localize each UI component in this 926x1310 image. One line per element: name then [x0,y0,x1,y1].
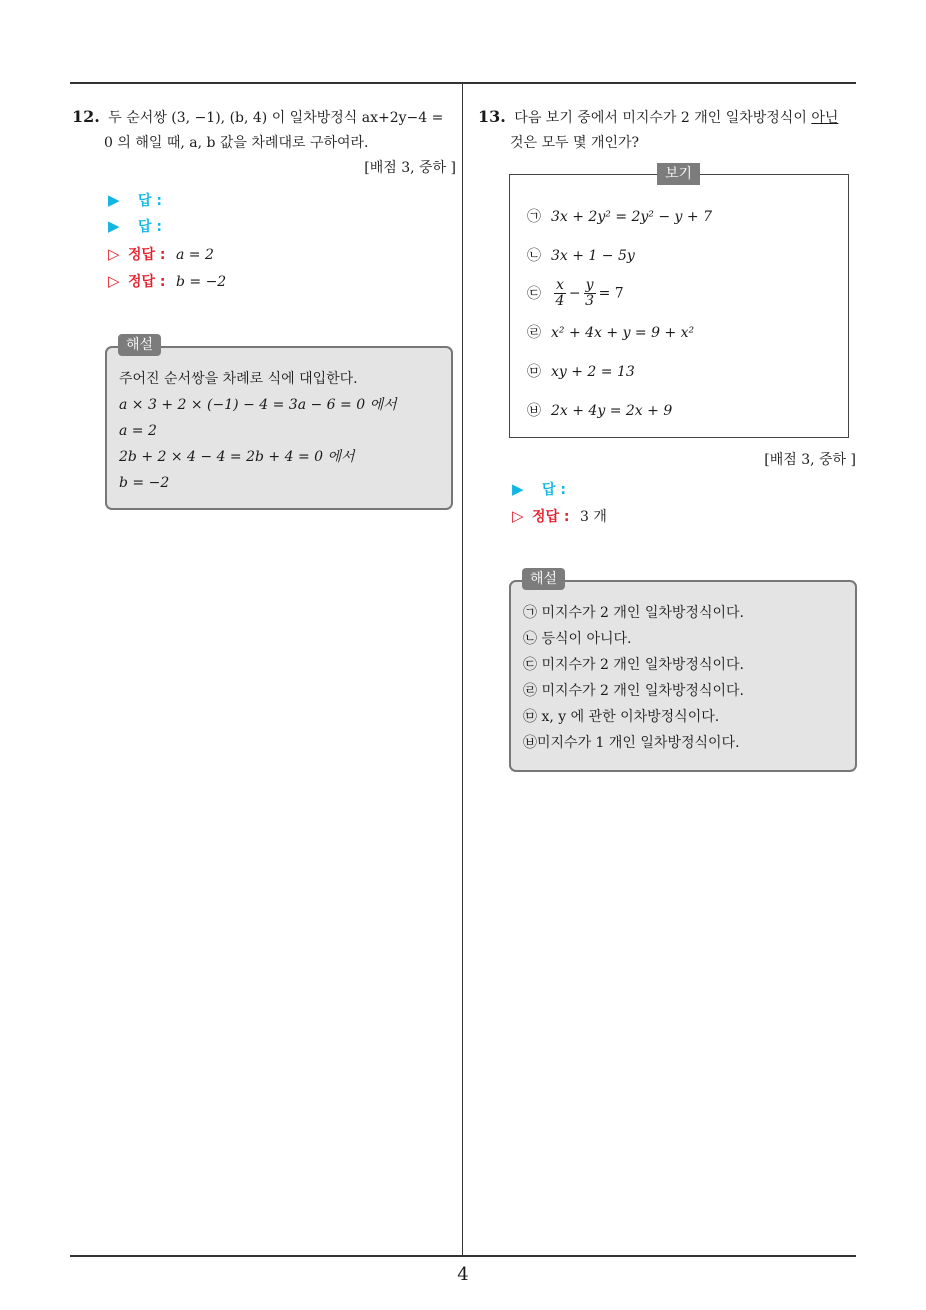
play-triangle-icon: ▶ [108,191,120,209]
explain-line: ㉥미지수가 1 개인 일차방정식이다. [523,735,740,751]
q13-explanation-box [509,580,857,772]
bottom-rule [70,1255,856,1257]
underline-not: 아닌 [811,110,839,126]
q12-score: [배점 3, 중하 ] [364,160,456,176]
circled-rieul-icon: ㉣ [527,325,541,341]
top-rule [70,82,856,84]
example-item-6: ㉥ 2x + 4y = 2x + 9 [527,400,672,422]
correct-label: 정답 : [128,247,166,263]
q13-text-line2: 것은 모두 몇 개인가? [510,135,640,151]
q12-explanation-tag: 해설 [118,334,161,356]
circled-digeut-icon: ㉢ [527,285,541,302]
correct-label: 정답 : [128,274,166,290]
answer-label: 답 : [542,482,566,498]
q12-answer-row-1[interactable] [108,190,162,211]
q13-text-line1: 13. 다음 보기 중에서 미지수가 2 개인 일차방정식이 아닌 [478,107,839,126]
circled-mieum-icon: ㉤ [527,364,541,380]
example-item-5: ㉤ xy + 2 = 13 [527,361,635,383]
question-13 [478,104,858,156]
explain-line: ㉡ 등식이 아니다. [523,631,632,647]
q13-example-tag: 보기 [657,163,700,185]
circled-bieup-icon: ㉥ [527,403,541,419]
correct-label: 정답 : [532,509,570,525]
q13-correct-row [512,506,607,527]
fraction-y-over-3: $\frac{y}{3}$ [585,277,595,309]
correct-value: 3 개 [579,509,607,525]
outline-triangle-icon: ▷ [108,272,120,290]
column-divider [462,84,463,1256]
q12-answer-row-2[interactable] [108,216,162,237]
fraction-x-over-4: $\frac{x}{4}$ [555,277,565,309]
outline-triangle-icon: ▷ [108,245,120,263]
q13-number: 13. [478,107,506,126]
explain-line: 주어진 순서쌍을 차례로 식에 대입한다. [119,371,358,387]
explain-line: b = −2 [119,475,170,491]
explain-line: ㉣ 미지수가 2 개인 일차방정식이다. [523,683,744,699]
correct-value: a = 2 [175,247,214,263]
explain-line: ㉢ 미지수가 2 개인 일차방정식이다. [523,657,744,673]
q13-score: [배점 3, 중하 ] [764,452,856,468]
correct-value: b = −2 [175,274,227,290]
example-item-2: ㉡ 3x + 1 − 5y [527,245,635,267]
q12-text-line2: 0 의 해일 때, a, b 값을 차례대로 구하여라. [104,135,369,151]
q12-correct-row-2 [108,271,226,292]
play-triangle-icon: ▶ [108,217,120,235]
explain-line: a = 2 [119,423,157,439]
q12-correct-row-1 [108,244,214,265]
q13-answer-row[interactable] [512,479,566,500]
answer-label: 답 : [138,193,162,209]
outline-triangle-icon: ▷ [512,507,524,525]
example-item-3: ㉢ $\frac{x}{4}$ − $\frac{y}{3}$ = 7 [527,277,624,309]
explain-line: a × 3 + 2 × (−1) − 4 = 3a − 6 = 0 에서 [119,397,397,413]
explain-line: ㉤ x, y 에 관한 이차방정식이다. [523,709,720,725]
q12-number: 12. [72,107,100,126]
explain-line: 2b + 2 × 4 − 4 = 2b + 4 = 0 에서 [119,449,355,465]
play-triangle-icon: ▶ [512,480,524,498]
answer-label: 답 : [138,219,162,235]
question-12 [72,104,456,180]
circled-nieun-icon: ㉡ [527,248,541,264]
page-number: 4 [457,1264,469,1285]
explain-line: ㉠ 미지수가 2 개인 일차방정식이다. [523,605,744,621]
circled-giyeok-icon: ㉠ [527,209,541,225]
example-item-4: ㉣ x² + 4x + y = 9 + x² [527,322,694,344]
q12-explanation-box [105,346,453,510]
q13-explanation-tag: 해설 [522,568,565,590]
example-item-1: ㉠ 3x + 2y² = 2y² − y + 7 [527,206,712,228]
q12-text-line1: 12. 두 순서쌍 (3, −1), (b, 4) 이 일차방정식 ax+2y−4 = [72,107,444,126]
